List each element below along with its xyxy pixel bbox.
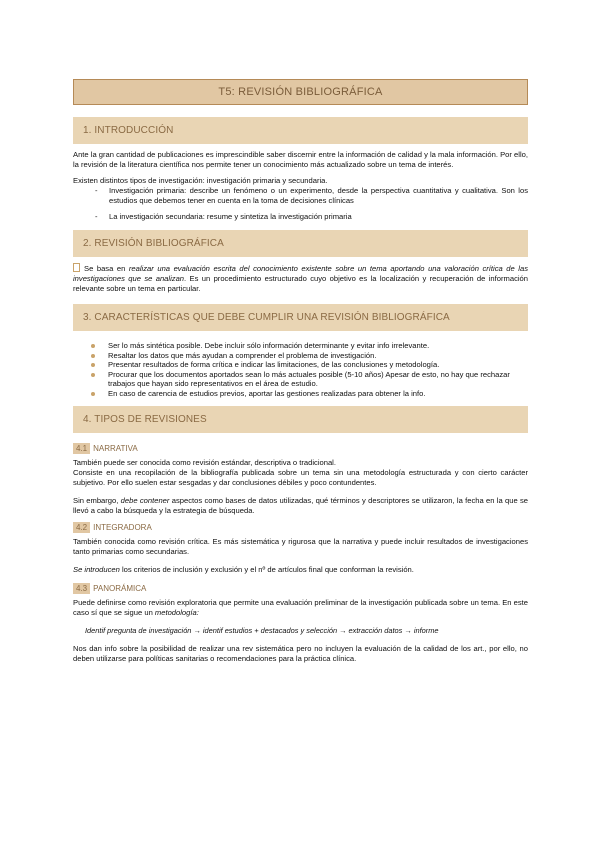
bullet-icon [91, 344, 95, 348]
bookmark-icon [73, 263, 80, 272]
section-heading-tipos: 4. TIPOS DE REVISIONES [73, 406, 528, 433]
research-types-paragraph: Existen distintos tipos de investigación: investigación primaria y secundaria. [73, 176, 328, 185]
revision-paragraph: Se basa en realizar una evaluación escrita del conocimiento existente sobre un tema aportando una valoración crítica de las investigaciones que se analizan. Es un procedimiento estructurado cuyo objetivo es la localización y recuperación de información relevante sobre un tema en particular. [73, 264, 529, 293]
subsection-heading-integradora: 4.2 INTEGRADORA [73, 522, 528, 533]
list-item: - Investigación primaria: describe un fenómeno o un experimento, desde la perspectiva cuantitativa y cualitativa. Son los estudios que debemos tener en cuenta en la toma de decisiones clínicas [95, 186, 528, 206]
panoramica-paragraph-1: Puede definirse como revisión exploratoria que permite una evaluación preliminar de la investigación publicada sobre un tema. En este caso sí que se sigue un metodología: [73, 598, 528, 617]
bullet-icon [91, 363, 95, 367]
narrativa-paragraph-1: También puede ser conocida como revisión estándar, descriptiva o tradicional. [73, 458, 336, 467]
list-item: Procurar que los documentos aportados sean lo más actuales posible (5-10 años) Apesar de esto, no hay que rechazar trabajos que hayan sido representativos en el área de estudio. [91, 370, 528, 389]
bullet-icon [91, 392, 95, 396]
list-item: - La investigación secundaria: resume y sintetiza la investigación primaria [95, 212, 528, 222]
bullet-icon [91, 373, 95, 377]
subsection-heading-panoramica: 4.3 PANORÁMICA [73, 583, 528, 594]
characteristics-list [73, 341, 528, 398]
document-page [73, 79, 528, 664]
section-heading-caracteristicas: 3. CARACTERÍSTICAS QUE DEBE CUMPLIR UNA REVISIÓN BIBLIOGRÁFICA [73, 304, 528, 331]
integradora-paragraph-2: Se introducen los criterios de inclusión y exclusión y el nº de artículos final que conforman la revisión. [73, 565, 414, 574]
section-heading-revision: 2. REVISIÓN BIBLIOGRÁFICA [73, 230, 528, 257]
document-title: T5: REVISIÓN BIBLIOGRÁFICA [73, 79, 528, 105]
research-types-list [73, 186, 528, 222]
list-item: Ser lo más sintética posible. Debe incluir sólo información determinante y evitar info irrelevante. [91, 341, 528, 351]
intro-paragraph: Ante la gran cantidad de publicaciones es imprescindible saber discernir entre la información de calidad y la mala información. Por ello, la revisión de la literatura científica nos permite tener un conocimiento más actualizado sobre un tema de interés. [73, 150, 528, 169]
methodology-flow: Identif pregunta de investigación → identif estudios + destacados y selección → extracción datos → informe [85, 626, 439, 635]
bullet-icon [91, 354, 95, 358]
narrativa-paragraph-3: Sin embargo, debe contener aspectos como bases de datos utilizadas, qué términos y descriptores se utilizaron, la fecha en la que se llevó a cabo la búsqueda y la estrategia de búsqueda. [73, 496, 528, 515]
integradora-paragraph-1: También conocida como revisión crítica. Es más sistemática y rigurosa que la narrativa y puede incluir resultados de investigaciones tanto primarias como secundarias. [73, 537, 528, 556]
list-item: En caso de carencia de estudios previos, aportar las gestiones realizadas para obtener la info. [91, 389, 528, 399]
panoramica-paragraph-2: Nos dan info sobre la posibilidad de realizar una rev sistemática pero no incluyen la evaluación de la calidad de los art., por ello, no deben utilizarse para políticas sanitarias o recomendaciones para la práctica clínica. [73, 644, 528, 663]
narrativa-paragraph-2: Consiste en una recopilación de la bibliografía publicada sobre un tema sin una metodología estructurada y con cierto carácter subjetivo. Por ello suelen estar sesgadas y dar conclusiones débiles y poco contundentes. [73, 468, 528, 487]
section-heading-introduccion: 1. INTRODUCCIÓN [73, 117, 528, 144]
list-item: Presentar resultados de forma crítica e indicar las limitaciones, de las conclusiones y metodología. [91, 360, 528, 370]
list-item: Resaltar los datos que más ayudan a comprender el problema de investigación. [91, 351, 528, 361]
subsection-heading-narrativa: 4.1 NARRATIVA [73, 443, 528, 454]
